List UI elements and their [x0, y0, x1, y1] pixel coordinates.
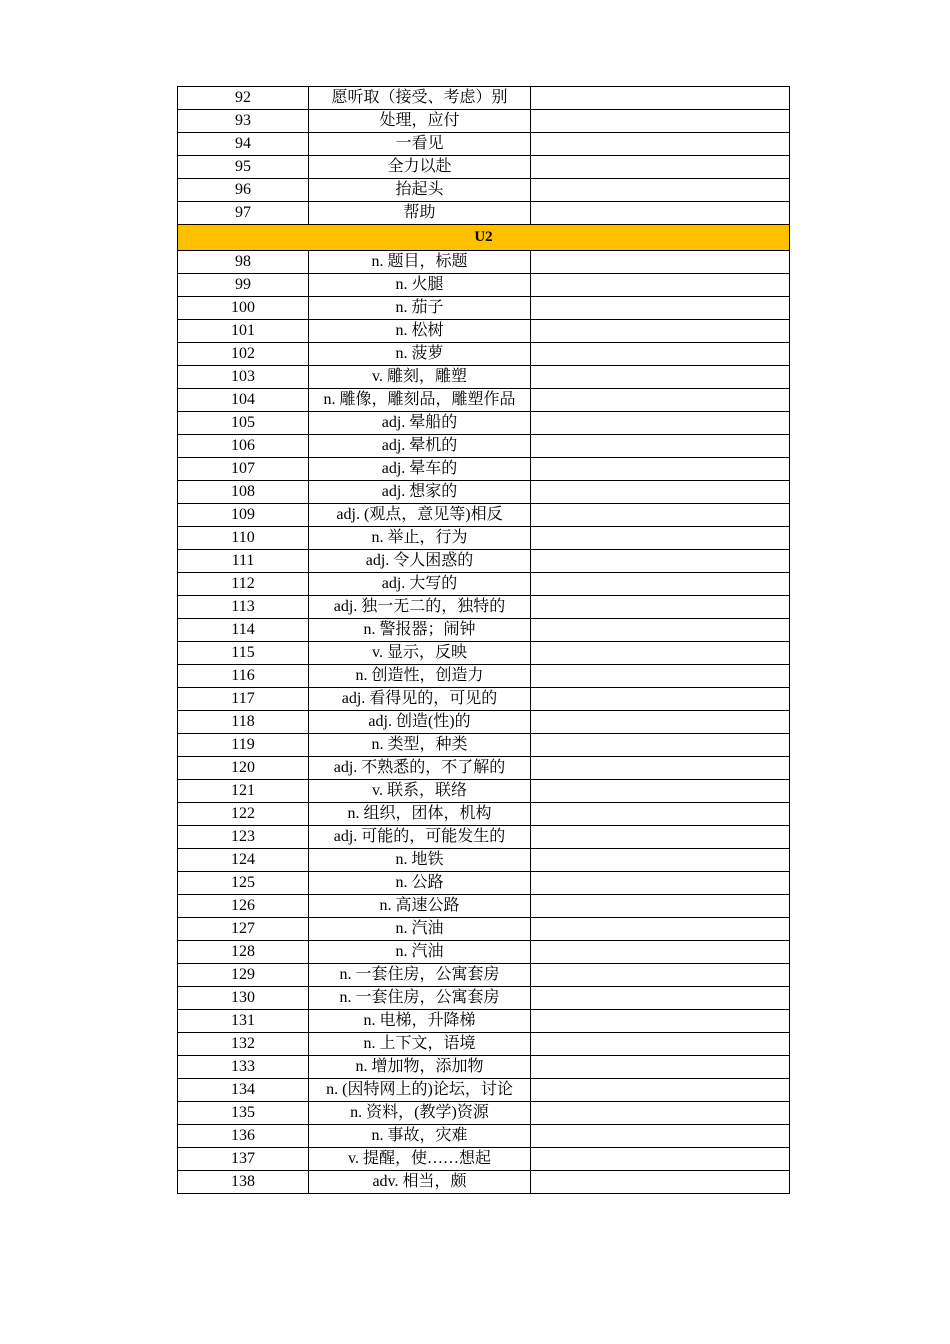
table-row [178, 527, 790, 550]
table-row [178, 642, 790, 665]
table-row [178, 87, 790, 110]
answer-cell[interactable] [531, 780, 790, 803]
answer-cell[interactable] [531, 1033, 790, 1056]
table-row [178, 1079, 790, 1102]
chinese-definition: n. 地铁 [309, 849, 531, 872]
answer-cell[interactable] [531, 389, 790, 412]
chinese-definition: adj. 晕车的 [309, 458, 531, 481]
chinese-definition: adj. 不熟悉的，不了解的 [309, 757, 531, 780]
table-row [178, 619, 790, 642]
row-number: 98 [178, 251, 309, 274]
chinese-definition: adj. 想家的 [309, 481, 531, 504]
table-row [178, 435, 790, 458]
chinese-definition: 一看见 [309, 133, 531, 156]
table-row [178, 1033, 790, 1056]
chinese-definition: n. 事故，灾难 [309, 1125, 531, 1148]
table-row [178, 481, 790, 504]
chinese-definition: adj. (观点，意见等)相反 [309, 504, 531, 527]
row-number: 133 [178, 1056, 309, 1079]
row-number: 136 [178, 1125, 309, 1148]
table-row [178, 964, 790, 987]
vocabulary-table [177, 86, 790, 1194]
row-number: 130 [178, 987, 309, 1010]
row-number: 109 [178, 504, 309, 527]
table-row [178, 133, 790, 156]
chinese-definition: v. 雕刻，雕塑 [309, 366, 531, 389]
answer-cell[interactable] [531, 550, 790, 573]
row-number: 129 [178, 964, 309, 987]
answer-cell[interactable] [531, 826, 790, 849]
chinese-definition: v. 联系，联络 [309, 780, 531, 803]
row-number: 115 [178, 642, 309, 665]
chinese-definition: n. 茄子 [309, 297, 531, 320]
answer-cell[interactable] [531, 849, 790, 872]
chinese-definition: n. 雕像，雕刻品，雕塑作品 [309, 389, 531, 412]
answer-cell[interactable] [531, 711, 790, 734]
table-row [178, 780, 790, 803]
table-row [178, 941, 790, 964]
chinese-definition: n. 汽油 [309, 918, 531, 941]
answer-cell[interactable] [531, 895, 790, 918]
chinese-definition: n. (因特网上的)论坛，讨论 [309, 1079, 531, 1102]
chinese-definition: 帮助 [309, 202, 531, 225]
answer-cell[interactable] [531, 527, 790, 550]
row-number: 116 [178, 665, 309, 688]
table-row [178, 320, 790, 343]
table-row [178, 458, 790, 481]
answer-cell[interactable] [531, 1010, 790, 1033]
answer-cell[interactable] [531, 665, 790, 688]
table-row [178, 297, 790, 320]
chinese-definition: 抬起头 [309, 179, 531, 202]
row-number: 131 [178, 1010, 309, 1033]
table-row [178, 596, 790, 619]
table-row [178, 251, 790, 274]
answer-cell[interactable] [531, 1056, 790, 1079]
chinese-definition: n. 类型，种类 [309, 734, 531, 757]
table-row [178, 504, 790, 527]
answer-cell[interactable] [531, 872, 790, 895]
answer-cell[interactable] [531, 573, 790, 596]
row-number: 95 [178, 156, 309, 179]
chinese-definition: v. 显示，反映 [309, 642, 531, 665]
answer-cell[interactable] [531, 1148, 790, 1171]
row-number: 105 [178, 412, 309, 435]
row-number: 123 [178, 826, 309, 849]
answer-cell[interactable] [531, 1102, 790, 1125]
row-number: 93 [178, 110, 309, 133]
row-number: 100 [178, 297, 309, 320]
row-number: 137 [178, 1148, 309, 1171]
chinese-definition: n. 题目，标题 [309, 251, 531, 274]
table-row [178, 366, 790, 389]
unit-header-section [178, 225, 790, 251]
row-number: 126 [178, 895, 309, 918]
answer-cell[interactable] [531, 133, 790, 156]
chinese-definition: adj. 看得见的，可见的 [309, 688, 531, 711]
table-row [178, 711, 790, 734]
row-number: 124 [178, 849, 309, 872]
answer-cell[interactable] [531, 481, 790, 504]
row-number: 110 [178, 527, 309, 550]
chinese-definition: 处理，应付 [309, 110, 531, 133]
chinese-definition: n. 举止，行为 [309, 527, 531, 550]
answer-cell[interactable] [531, 803, 790, 826]
answer-cell[interactable] [531, 1171, 790, 1194]
table-row [178, 757, 790, 780]
row-number: 135 [178, 1102, 309, 1125]
chinese-definition: adj. 创造(性)的 [309, 711, 531, 734]
chinese-definition: n. 公路 [309, 872, 531, 895]
answer-cell[interactable] [531, 918, 790, 941]
answer-cell[interactable] [531, 1125, 790, 1148]
row-number: 94 [178, 133, 309, 156]
chinese-definition: n. 一套住房，公寓套房 [309, 987, 531, 1010]
rows-before-unit [178, 87, 790, 225]
answer-cell[interactable] [531, 435, 790, 458]
chinese-definition: n. 上下文，语境 [309, 1033, 531, 1056]
row-number: 120 [178, 757, 309, 780]
table-row [178, 1125, 790, 1148]
row-number: 113 [178, 596, 309, 619]
answer-cell[interactable] [531, 110, 790, 133]
answer-cell[interactable] [531, 202, 790, 225]
answer-cell[interactable] [531, 964, 790, 987]
answer-cell[interactable] [531, 619, 790, 642]
table-row [178, 1102, 790, 1125]
chinese-definition: n. 松树 [309, 320, 531, 343]
answer-cell[interactable] [531, 366, 790, 389]
row-number: 125 [178, 872, 309, 895]
row-number: 97 [178, 202, 309, 225]
row-number: 138 [178, 1171, 309, 1194]
chinese-definition: adj. 令人困惑的 [309, 550, 531, 573]
table-row [178, 826, 790, 849]
answer-cell[interactable] [531, 642, 790, 665]
row-number: 107 [178, 458, 309, 481]
chinese-definition: adj. 晕船的 [309, 412, 531, 435]
chinese-definition: n. 火腿 [309, 274, 531, 297]
table-row [178, 987, 790, 1010]
table-row [178, 734, 790, 757]
table-row [178, 202, 790, 225]
chinese-definition: n. 警报器；闹钟 [309, 619, 531, 642]
chinese-definition: n. 电梯，升降梯 [309, 1010, 531, 1033]
answer-cell[interactable] [531, 987, 790, 1010]
table-row [178, 1010, 790, 1033]
table-row [178, 688, 790, 711]
table-row [178, 803, 790, 826]
table-row [178, 849, 790, 872]
answer-cell[interactable] [531, 274, 790, 297]
row-number: 127 [178, 918, 309, 941]
chinese-definition: adj. 大写的 [309, 573, 531, 596]
chinese-definition: adv. 相当，颇 [309, 1171, 531, 1194]
row-number: 102 [178, 343, 309, 366]
row-number: 111 [178, 550, 309, 573]
chinese-definition: adj. 晕机的 [309, 435, 531, 458]
table-row [178, 665, 790, 688]
row-number: 96 [178, 179, 309, 202]
row-number: 122 [178, 803, 309, 826]
answer-cell[interactable] [531, 504, 790, 527]
row-number: 121 [178, 780, 309, 803]
chinese-definition: 愿听取（接受、考虑）别 [309, 87, 531, 110]
row-number: 103 [178, 366, 309, 389]
answer-cell[interactable] [531, 297, 790, 320]
answer-cell[interactable] [531, 757, 790, 780]
chinese-definition: n. 菠萝 [309, 343, 531, 366]
row-number: 108 [178, 481, 309, 504]
unit-header-row [178, 225, 790, 251]
answer-cell[interactable] [531, 320, 790, 343]
answer-cell[interactable] [531, 87, 790, 110]
table-row [178, 156, 790, 179]
row-number: 117 [178, 688, 309, 711]
chinese-definition: n. 汽油 [309, 941, 531, 964]
chinese-definition: v. 提醒，使……想起 [309, 1148, 531, 1171]
chinese-definition: adj. 独一无二的，独特的 [309, 596, 531, 619]
chinese-definition: n. 一套住房，公寓套房 [309, 964, 531, 987]
answer-cell[interactable] [531, 156, 790, 179]
chinese-definition: 全力以赴 [309, 156, 531, 179]
table-row [178, 872, 790, 895]
answer-cell[interactable] [531, 941, 790, 964]
row-number: 128 [178, 941, 309, 964]
table-row [178, 573, 790, 596]
chinese-definition: n. 高速公路 [309, 895, 531, 918]
row-number: 101 [178, 320, 309, 343]
rows-after-unit [178, 251, 790, 1194]
chinese-definition: n. 资料，(教学)资源 [309, 1102, 531, 1125]
row-number: 99 [178, 274, 309, 297]
chinese-definition: n. 组织，团体，机构 [309, 803, 531, 826]
row-number: 114 [178, 619, 309, 642]
row-number: 92 [178, 87, 309, 110]
table-row [178, 1171, 790, 1194]
table-row [178, 389, 790, 412]
row-number: 119 [178, 734, 309, 757]
row-number: 132 [178, 1033, 309, 1056]
table-row [178, 1056, 790, 1079]
row-number: 134 [178, 1079, 309, 1102]
row-number: 104 [178, 389, 309, 412]
unit-label: U2 [178, 225, 790, 251]
chinese-definition: n. 增加物，添加物 [309, 1056, 531, 1079]
answer-cell[interactable] [531, 734, 790, 757]
chinese-definition: n. 创造性，创造力 [309, 665, 531, 688]
answer-cell[interactable] [531, 596, 790, 619]
answer-cell[interactable] [531, 343, 790, 366]
row-number: 106 [178, 435, 309, 458]
table-row [178, 110, 790, 133]
table-row [178, 343, 790, 366]
table-row [178, 918, 790, 941]
row-number: 118 [178, 711, 309, 734]
answer-cell[interactable] [531, 688, 790, 711]
answer-cell[interactable] [531, 179, 790, 202]
table-row [178, 412, 790, 435]
table-row [178, 895, 790, 918]
chinese-definition: adj. 可能的，可能发生的 [309, 826, 531, 849]
row-number: 112 [178, 573, 309, 596]
table-row [178, 274, 790, 297]
table-row [178, 1148, 790, 1171]
answer-cell[interactable] [531, 412, 790, 435]
table-row [178, 179, 790, 202]
answer-cell[interactable] [531, 251, 790, 274]
answer-cell[interactable] [531, 1079, 790, 1102]
answer-cell[interactable] [531, 458, 790, 481]
table-row [178, 550, 790, 573]
